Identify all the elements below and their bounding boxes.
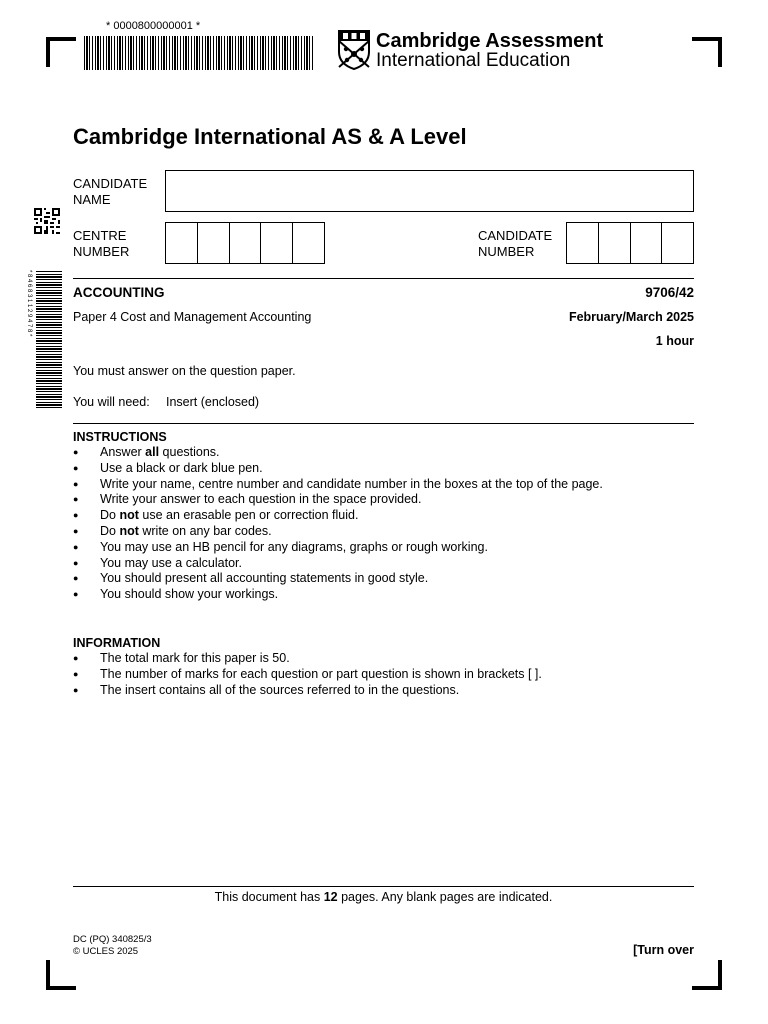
centre-number-cell[interactable] (293, 223, 324, 263)
side-barcode (36, 270, 62, 408)
list-item: ● Write your name, centre number and candidate number in the boxes at the top of the page. (73, 477, 603, 493)
corner-mark-top-right (692, 37, 722, 67)
centre-number-label: CENTRE NUMBER (73, 228, 130, 259)
corner-mark-bottom-right (692, 960, 722, 990)
centre-number-cell[interactable] (230, 223, 262, 263)
candidate-number-cell[interactable] (567, 223, 599, 263)
subject: ACCOUNTING (73, 285, 165, 300)
list-item: ● The insert contains all of the sources referred to in the questions. (73, 683, 542, 699)
candidate-name-field[interactable] (165, 170, 694, 212)
candidate-number-label: CANDIDATE NUMBER (478, 228, 553, 259)
list-item: ● The total mark for this paper is 50. (73, 651, 542, 667)
candidate-number-cell[interactable] (631, 223, 663, 263)
copyright: © UCLES 2025 (73, 946, 139, 957)
centre-number-cell[interactable] (198, 223, 230, 263)
page-title: Cambridge International AS & A Level (73, 124, 467, 149)
instructions-list (73, 445, 603, 603)
barcode-image (84, 36, 315, 70)
centre-number-field[interactable] (165, 222, 325, 264)
paper-code: 9706/42 (645, 285, 694, 300)
list-item: ● Do not use an erasable pen or correction fluid. (73, 508, 603, 524)
corner-mark-bottom-left (46, 960, 76, 990)
paper-title: Paper 4 Cost and Management Accounting (73, 310, 312, 324)
list-item: ● Write your answer to each question in the space provided. (73, 492, 603, 508)
list-item: ● The number of marks for each question or part question is shown in brackets [ ]. (73, 667, 542, 683)
need-label: You will need: (73, 395, 150, 409)
divider (73, 278, 694, 279)
information-list (73, 651, 542, 698)
list-item: ● Use a black or dark blue pen. (73, 461, 603, 477)
list-item: ● Do not write on any bar codes. (73, 524, 603, 540)
turn-over-label: [Turn over (633, 943, 694, 957)
footer-divider (73, 886, 694, 887)
list-item: ● You may use a calculator. (73, 556, 603, 572)
list-item: ● Answer all questions. (73, 445, 603, 461)
list-item: ● You should present all accounting statements in good style. (73, 571, 603, 587)
cambridge-crest-icon (338, 30, 370, 70)
exam-session: February/March 2025 (568, 310, 694, 324)
exam-duration: 1 hour (655, 334, 694, 348)
logo-line-1: Cambridge Assessment (376, 30, 604, 52)
answer-note: You must answer on the question paper. (73, 364, 296, 378)
candidate-number-cell[interactable] (662, 223, 693, 263)
page-count-note: This document has 12 pages. Any blank pages are indicated. (214, 890, 553, 904)
centre-number-cell[interactable] (166, 223, 198, 263)
list-item: ● You may use an HB pencil for any diagrams, graphs or rough working. (73, 540, 603, 556)
divider (73, 423, 694, 424)
side-barcode-number: * 8 4 6 8 3 1 1 2 9 4 7 8 * (26, 270, 32, 337)
reference-code: DC (PQ) 340825/3 (73, 934, 152, 945)
candidate-number-cell[interactable] (599, 223, 631, 263)
information-heading: INFORMATION (73, 636, 161, 650)
corner-mark-top-left (46, 37, 76, 67)
barcode-number: * 0000800000001 * (106, 20, 201, 32)
candidate-name-label: CANDIDATE NAME (73, 176, 148, 207)
list-item: ● You should show your workings. (73, 587, 603, 603)
candidate-number-field[interactable] (566, 222, 694, 264)
logo-line-2: International Education (376, 50, 571, 71)
qr-code (34, 208, 60, 234)
instructions-heading: INSTRUCTIONS (73, 430, 167, 444)
need-value: Insert (enclosed) (166, 395, 260, 409)
centre-number-cell[interactable] (261, 223, 293, 263)
